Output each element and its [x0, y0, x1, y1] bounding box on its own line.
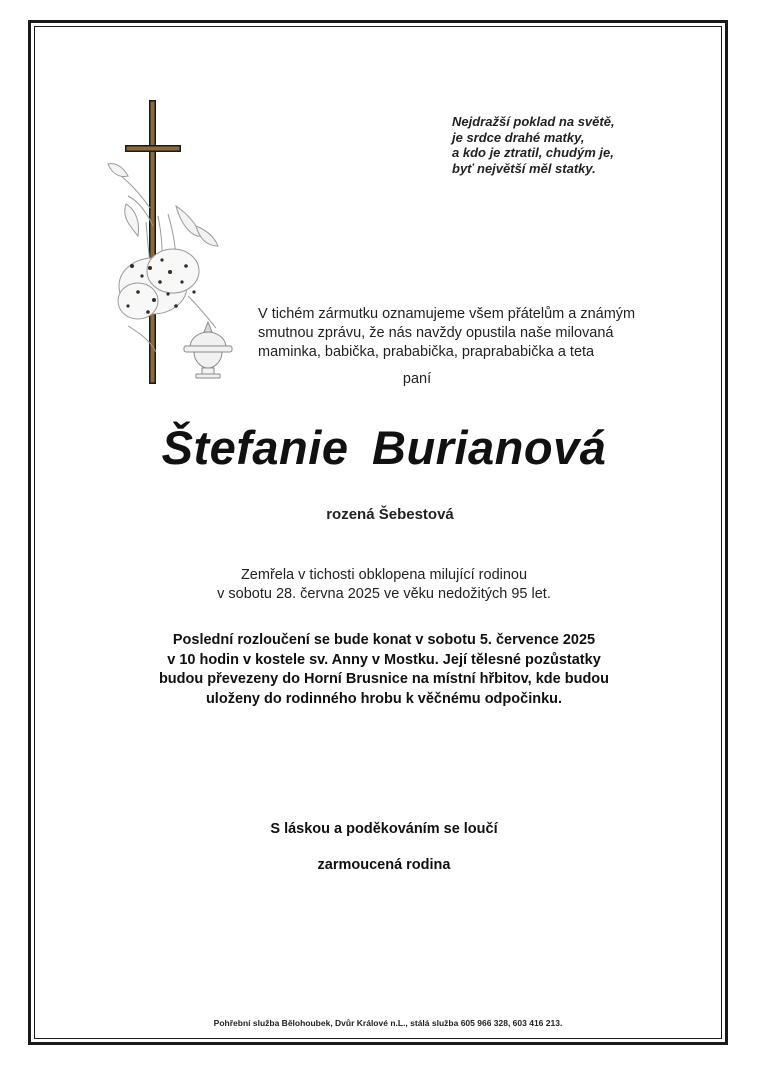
announcement-line: smutnou zprávu, že nás navždy opustila naše milovaná [258, 325, 614, 341]
funeral-details [0, 631, 768, 709]
announcement [258, 305, 635, 362]
family-signature: zarmoucená rodina [317, 857, 451, 873]
memorial-decoration [98, 96, 248, 396]
funeral-line: uloženy do rodinného hrobu k věčnému odpočinku. [205, 690, 563, 707]
death-line: Zemřela v tichosti obklopena milující rodinou [240, 567, 528, 583]
poem [452, 114, 615, 176]
title-word: paní [402, 371, 432, 387]
poem-line: a kdo je ztratil, chudým je, [452, 145, 614, 160]
cross-icon [125, 100, 181, 384]
farewell-text: S láskou a poděkováním se loučí [270, 821, 498, 837]
death-notice [0, 566, 768, 604]
poem-line: je srdce drahé matky, [452, 129, 585, 145]
funeral-service-footer: Pohřební služba Bělohoubek, Dvůr Králové n.L., stálá služba 605 966 328, 603 416 213. [213, 1018, 563, 1028]
lily-bouquet-icon [108, 164, 218, 352]
death-line: v sobotu 28. června 2025 ve věku nedožitých 95 let. [217, 586, 551, 602]
funeral-line: Poslední rozloučení se bude konat v sobotu 5. července 2025 [172, 632, 596, 648]
announcement-line: maminka, babička, prababička, praprababička a teta [258, 344, 595, 360]
funeral-line: v 10 hodin v kostele sv. Anny v Mostku. Její tělesné pozůstatky [167, 651, 601, 668]
poem-line: Nejdražší poklad na světě, [452, 114, 615, 129]
funeral-line: budou převezeny do Horní Brusnice na místní hřbitov, kde budou [158, 671, 610, 687]
poem-line: byť největší měl statky. [452, 160, 596, 176]
maiden-name: rozená Šebestová [326, 506, 454, 523]
urn-icon [184, 322, 232, 378]
deceased-name: Štefanie Burianová [161, 421, 607, 474]
announcement-line: V tichém zármutku oznamujeme všem přátelům a známým [258, 306, 636, 322]
